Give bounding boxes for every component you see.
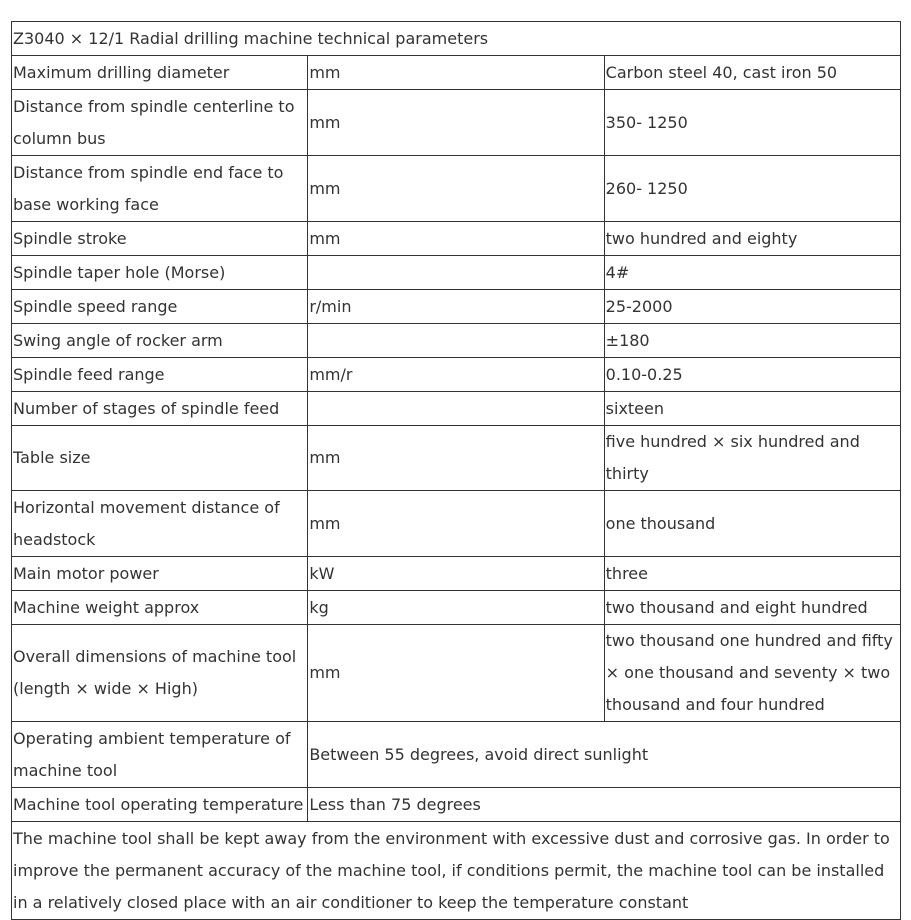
table-row — [12, 557, 901, 591]
param-cell: Swing angle of rocker arm — [12, 324, 308, 358]
table-row — [12, 358, 901, 392]
unit-cell: mm — [308, 222, 604, 256]
table-note: The machine tool shall be kept away from the environment with excessive dust and corrosive gas. In order to improve the permanent accuracy of the machine tool, if conditions permit, the machine tool can be installed in a relatively closed place with an air conditioner to keep the temperature constant — [12, 822, 901, 920]
param-cell: Horizontal movement distance of headstock — [12, 491, 308, 557]
table-row — [12, 222, 901, 256]
table-row — [12, 56, 901, 90]
value-cell: Carbon steel 40, cast iron 50 — [604, 56, 900, 90]
param-cell: Machine tool operating temperature — [12, 788, 308, 822]
table-title: Z3040 × 12/1 Radial drilling machine technical parameters — [12, 22, 901, 56]
param-cell: Table size — [12, 426, 308, 491]
param-cell: Distance from spindle centerline to column bus — [12, 90, 308, 156]
value-cell: 260- 1250 — [604, 156, 900, 222]
param-cell: Overall dimensions of machine tool (length × wide × High) — [12, 625, 308, 722]
unit-cell — [308, 324, 604, 358]
unit-cell: kW — [308, 557, 604, 591]
unit-cell: kg — [308, 591, 604, 625]
value-cell: two hundred and eighty — [604, 222, 900, 256]
table-title-row — [12, 22, 901, 56]
value-cell: two thousand one hundred and fifty × one thousand and seventy × two thousand and four hundred — [604, 625, 900, 722]
param-cell: Machine weight approx — [12, 591, 308, 625]
spec-table-container — [11, 21, 901, 920]
unit-cell: mm — [308, 426, 604, 491]
value-cell: five hundred × six hundred and thirty — [604, 426, 900, 491]
table-row — [12, 90, 901, 156]
table-row — [12, 625, 901, 722]
unit-cell: mm — [308, 56, 604, 90]
value-cell: 350- 1250 — [604, 90, 900, 156]
unit-cell — [308, 392, 604, 426]
value-cell: 0.10-0.25 — [604, 358, 900, 392]
value-cell: 25-2000 — [604, 290, 900, 324]
table-row — [12, 426, 901, 491]
param-cell: Spindle speed range — [12, 290, 308, 324]
param-cell: Spindle feed range — [12, 358, 308, 392]
table-row — [12, 324, 901, 358]
unit-cell: mm/r — [308, 358, 604, 392]
spec-table — [11, 21, 901, 920]
param-cell: Number of stages of spindle feed — [12, 392, 308, 426]
table-row — [12, 256, 901, 290]
table-row — [12, 722, 901, 788]
unit-cell: mm — [308, 491, 604, 557]
unit-cell: mm — [308, 90, 604, 156]
param-cell: Main motor power — [12, 557, 308, 591]
value-cell: 4# — [604, 256, 900, 290]
param-cell: Operating ambient temperature of machine tool — [12, 722, 308, 788]
value-cell: two thousand and eight hundred — [604, 591, 900, 625]
param-cell: Spindle taper hole (Morse) — [12, 256, 308, 290]
value-cell: one thousand — [604, 491, 900, 557]
value-cell: Between 55 degrees, avoid direct sunlight — [308, 722, 901, 788]
table-row — [12, 392, 901, 426]
unit-cell: mm — [308, 156, 604, 222]
unit-cell — [308, 256, 604, 290]
unit-cell: mm — [308, 625, 604, 722]
param-cell: Maximum drilling diameter — [12, 56, 308, 90]
value-cell: sixteen — [604, 392, 900, 426]
table-row — [12, 156, 901, 222]
param-cell: Distance from spindle end face to base working face — [12, 156, 308, 222]
param-cell: Spindle stroke — [12, 222, 308, 256]
table-row — [12, 290, 901, 324]
value-cell: Less than 75 degrees — [308, 788, 901, 822]
table-row — [12, 491, 901, 557]
table-note-row — [12, 822, 901, 920]
value-cell: ±180 — [604, 324, 900, 358]
unit-cell: r/min — [308, 290, 604, 324]
table-row — [12, 591, 901, 625]
value-cell: three — [604, 557, 900, 591]
table-row — [12, 788, 901, 822]
